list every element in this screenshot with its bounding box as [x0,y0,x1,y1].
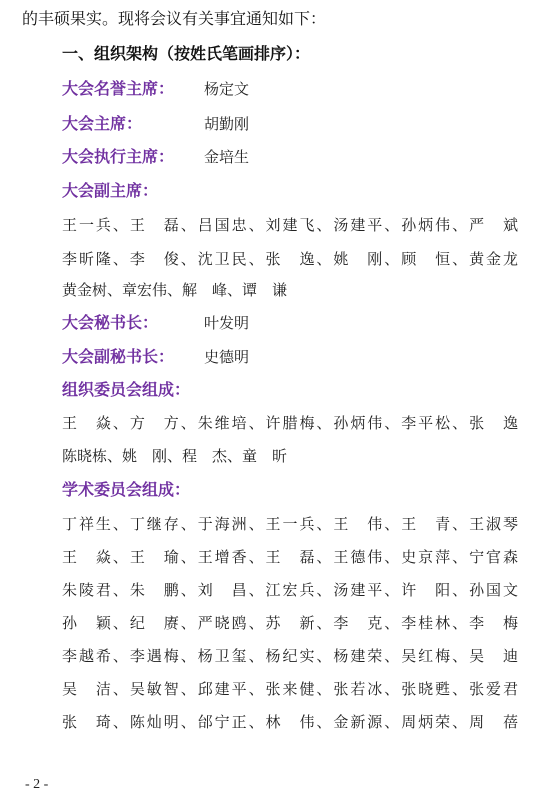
secretary-general [62,312,249,334]
role-value: 叶发明 [204,314,250,332]
role-label: 大会执行主席： [62,147,175,166]
vice-chair-names: 黄金树、章宏伟、解 峰、谭 谦 [62,281,288,299]
academic-committee-label: 学术委员会组成： [62,480,191,499]
academic-committee-names: 吴 洁、吴敏智、邱建平、张来健、张若冰、张晓甦、张爱君 [62,680,518,698]
academic-committee-names: 王 焱、王 瑜、王增香、王 磊、王德伟、史京萍、宁官森 [62,548,518,566]
vice-chair-names: 王一兵、王 磊、吕国忠、刘建飞、汤建平、孙炳伟、严 斌 [62,216,518,234]
academic-committee-names: 朱陵君、朱 鹏、刘 昌、江宏兵、汤建平、许 阳、孙国文 [62,581,518,599]
role-value: 金培生 [204,148,250,166]
role-executive-chair [62,146,249,168]
org-committee-names: 王 焱、方 方、朱维培、许腊梅、孙炳伟、李平松、张 逸 [62,414,518,432]
org-committee-label: 组织委员会组成： [62,380,191,399]
role-label: 大会主席： [62,114,143,133]
role-value: 史德明 [204,348,250,366]
role-label: 大会副秘书长： [62,347,175,366]
intro-text: 的丰硕果实。现将会议有关事宜通知如下： [22,9,327,28]
academic-committee-names: 丁祥生、丁继存、于海洲、王一兵、王 伟、王 青、王淑琴 [62,515,518,533]
vice-chair-label: 大会副主席： [62,181,159,200]
academic-committee-names: 张 琦、陈灿明、邰宁正、林 伟、金新源、周炳荣、周 蓓 [62,713,518,731]
page-number: - 2 - [25,777,49,792]
role-honorary-chair [62,78,249,100]
org-committee-names: 陈晓栋、姚 刚、程 杰、童 昕 [62,447,288,465]
role-chair [62,113,249,135]
role-label: 大会名誉主席： [62,79,175,98]
vice-chair-names: 李昕隆、李 俊、沈卫民、张 逸、姚 刚、顾 恒、黄金龙 [62,250,518,268]
deputy-secretary-general [62,346,249,368]
role-label: 大会秘书长： [62,313,159,332]
academic-committee-names: 李越希、李遇梅、杨卫玺、杨纪实、杨建荣、吴红梅、吴 迪 [62,647,518,665]
academic-committee-names: 孙 颖、纪 赓、严晓鸥、苏 新、李 克、李桂林、李 梅 [62,614,518,632]
role-value: 胡勤刚 [204,115,250,133]
section-heading: 一、组织架构（按姓氏笔画排序）： [62,44,311,63]
role-value: 杨定文 [204,80,250,98]
